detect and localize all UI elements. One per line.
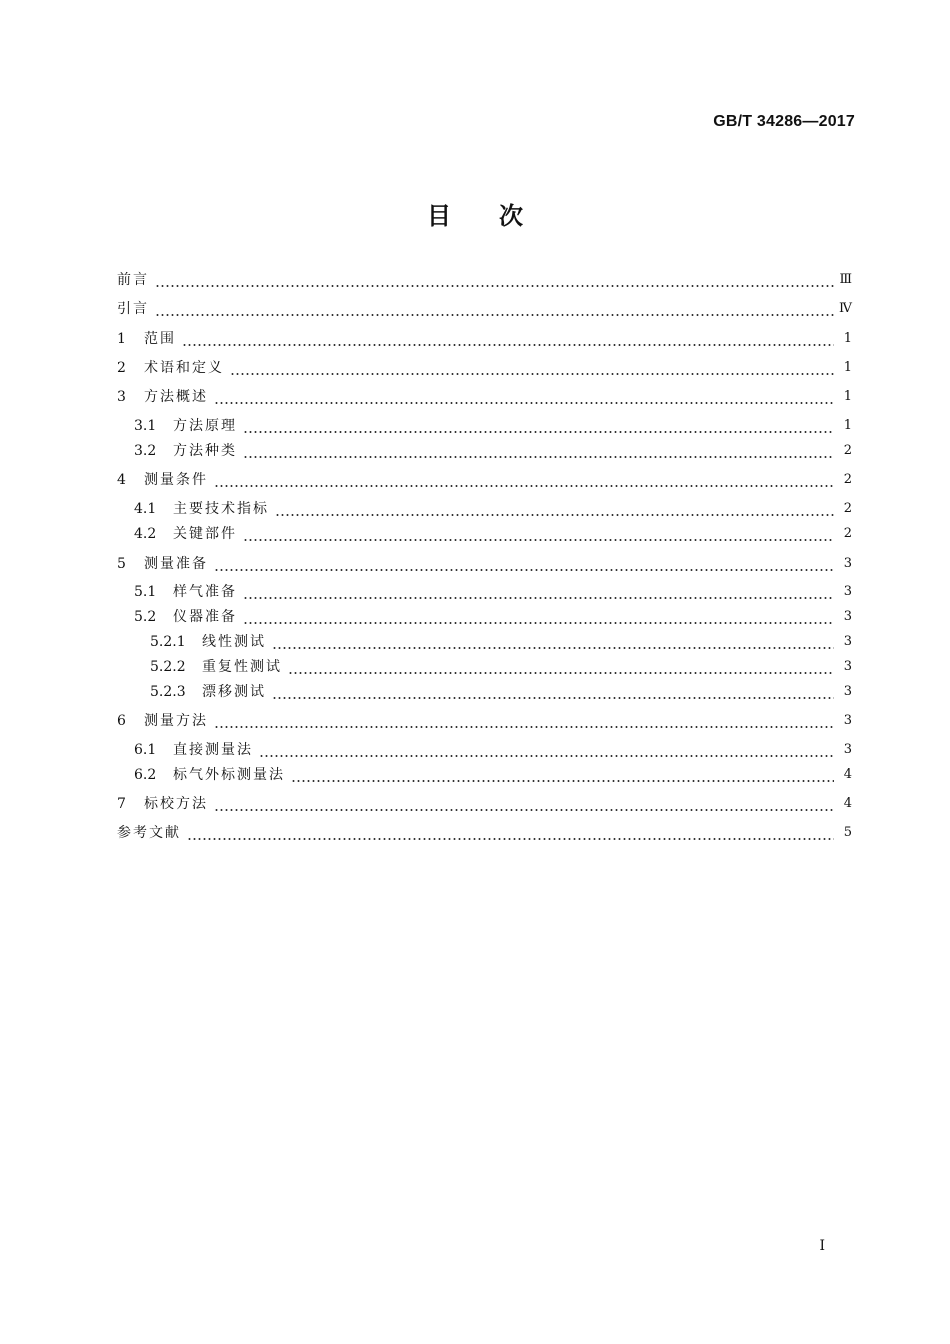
toc-entry-page: 2: [843, 472, 852, 487]
footer-page-number: I: [819, 1238, 825, 1254]
toc-entry[interactable]: [117, 823, 852, 843]
toc-entry[interactable]: [117, 765, 852, 785]
toc-entry[interactable]: [117, 299, 852, 319]
toc-dot-leader: [272, 632, 834, 652]
toc-entry-number: 5.2.1: [150, 634, 186, 650]
toc-dot-leader: [243, 416, 834, 436]
toc-entry-label: 直接测量法: [173, 742, 253, 758]
toc-dot-leader: [214, 711, 834, 731]
toc-dot-leader: [275, 499, 834, 519]
toc-entry-number: 5.2.2: [150, 659, 186, 675]
toc-entry-number: 3.2: [134, 443, 157, 459]
toc-entry[interactable]: [117, 682, 852, 702]
toc-dot-leader: [243, 607, 834, 627]
toc-entry-label: 方法原理: [173, 418, 237, 434]
toc-entry-page: 4: [843, 767, 852, 782]
toc-entry-page: 1: [843, 331, 852, 346]
toc-entry-label: 关键部件: [173, 526, 237, 542]
toc-dot-leader: [272, 682, 834, 702]
toc-dot-leader: [230, 358, 834, 378]
toc-entry-label: 术语和定义: [144, 360, 224, 376]
toc-entry[interactable]: [117, 740, 852, 760]
toc-entry-number: 1: [117, 331, 126, 347]
toc-entry-label: 重复性测试: [202, 659, 282, 675]
toc-entry-label: 前言: [117, 272, 149, 288]
toc-entry[interactable]: [117, 416, 852, 436]
toc-entry[interactable]: [117, 607, 852, 627]
toc-entry-page: 1: [843, 389, 852, 404]
toc-entry[interactable]: [117, 794, 852, 814]
toc-entry[interactable]: [117, 329, 852, 349]
toc-entry[interactable]: [117, 554, 852, 574]
toc-entry-label: 测量条件: [144, 472, 208, 488]
toc-entry-label: 样气准备: [173, 584, 237, 600]
toc-entry[interactable]: [117, 711, 852, 731]
toc-entry-number: 2: [117, 360, 126, 376]
toc-dot-leader: [214, 387, 834, 407]
toc-entry-number: 3.1: [134, 418, 157, 434]
toc-entry-number: 7: [117, 796, 126, 812]
toc-dot-leader: [187, 823, 834, 843]
toc-dot-leader: [243, 582, 834, 602]
toc-dot-leader: [291, 765, 834, 785]
toc-dot-leader: [182, 329, 834, 349]
standard-code: GB/T 34286—2017: [713, 113, 855, 130]
toc-entry-page: 3: [843, 742, 852, 757]
toc-entry[interactable]: [117, 632, 852, 652]
page-title: 目次: [427, 202, 571, 230]
toc-entry-page: Ⅲ: [839, 272, 852, 287]
toc-dot-leader: [155, 299, 834, 319]
toc-entry-label: 测量方法: [144, 713, 208, 729]
toc-entry-label: 标气外标测量法: [173, 767, 285, 783]
toc-entry-page: 3: [843, 609, 852, 624]
toc-entry-label: 标校方法: [144, 796, 208, 812]
toc-dot-leader: [214, 554, 834, 574]
toc-entry-page: 3: [843, 713, 852, 728]
toc-entry-label: 测量准备: [144, 556, 208, 572]
toc-entry[interactable]: [117, 441, 852, 461]
toc-entry-page: 2: [843, 501, 852, 516]
toc-dot-leader: [214, 470, 834, 490]
toc-entry-number: 4: [117, 472, 126, 488]
toc-entry-number: 5.1: [134, 584, 157, 600]
toc-entry-label: 主要技术指标: [173, 501, 269, 517]
toc-entry-page: 1: [843, 360, 852, 375]
toc-entry[interactable]: [117, 499, 852, 519]
toc-entry[interactable]: [117, 524, 852, 544]
toc-entry-label: 线性测试: [202, 634, 266, 650]
toc-entry-number: 6: [117, 713, 126, 729]
toc-entry-label: 范围: [144, 331, 176, 347]
toc-entry-number: 5: [117, 556, 126, 572]
toc-entry-page: 2: [843, 526, 852, 541]
toc-entry-page: 4: [843, 796, 852, 811]
toc-entry[interactable]: [117, 582, 852, 602]
toc-entry[interactable]: [117, 387, 852, 407]
toc-entry[interactable]: [117, 657, 852, 677]
toc-entry-number: 5.2: [134, 609, 157, 625]
toc-entry-number: 4.1: [134, 501, 157, 517]
toc-dot-leader: [243, 441, 834, 461]
toc-entry-label: 参考文献: [117, 825, 181, 841]
toc-entry-page: 3: [843, 659, 852, 674]
toc-entry-label: 漂移测试: [202, 684, 266, 700]
toc-dot-leader: [214, 794, 834, 814]
toc-entry-number: 3: [117, 389, 126, 405]
toc-entry-number: 4.2: [134, 526, 157, 542]
toc-dot-leader: [243, 524, 834, 544]
toc-entry-page: 3: [843, 556, 852, 571]
toc-entry-page: 1: [843, 418, 852, 433]
toc-entry-page: 3: [843, 584, 852, 599]
toc-entry-label: 方法种类: [173, 443, 237, 459]
toc-dot-leader: [155, 270, 834, 290]
toc-entry-number: 6.2: [134, 767, 157, 783]
toc-entry-number: 5.2.3: [150, 684, 186, 700]
toc-entry-label: 方法概述: [144, 389, 208, 405]
toc-dot-leader: [259, 740, 834, 760]
toc-dot-leader: [288, 657, 834, 677]
toc-entry-page: 5: [843, 825, 852, 840]
toc-entry[interactable]: [117, 270, 852, 290]
toc-entry[interactable]: [117, 358, 852, 378]
toc-entry-page: 3: [843, 684, 852, 699]
toc-entry-number: 6.1: [134, 742, 157, 758]
toc-entry-label: 引言: [117, 301, 149, 317]
toc-entry-page: 3: [843, 634, 852, 649]
toc-entry[interactable]: [117, 470, 852, 490]
toc-entry-page: 2: [843, 443, 852, 458]
toc-entry-label: 仪器准备: [173, 609, 237, 625]
toc-entry-page: Ⅳ: [839, 301, 852, 316]
